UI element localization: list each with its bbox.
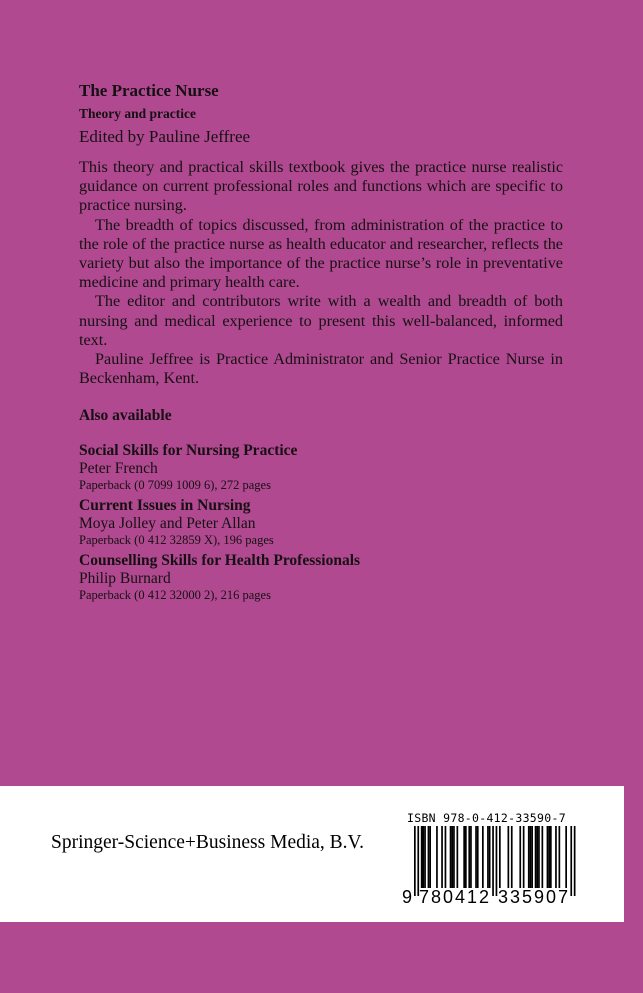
barcode-bar	[499, 826, 501, 888]
list-item	[79, 441, 563, 494]
barcode-bar	[550, 826, 552, 888]
barcode-bar	[492, 826, 494, 896]
list-item	[79, 551, 563, 604]
barcode-bar	[570, 826, 572, 896]
barcode-bar	[542, 826, 544, 888]
related-book-title: Social Skills for Nursing Practice	[79, 442, 298, 460]
barcode-bar	[508, 826, 510, 888]
barcode-bar	[468, 826, 470, 888]
ean-digit: 2	[479, 887, 490, 907]
description-paragraph: Pauline Jeffree is Practice Administrator and Senior Practice Nurse in Beckenham, Kent.	[79, 350, 563, 388]
barcode-bar	[548, 826, 550, 888]
also-available-list	[79, 441, 563, 604]
barcode-bar	[436, 826, 438, 888]
related-book-meta: Paperback (0 7099 1009 6), 272 pages	[79, 478, 271, 493]
barcode-bar	[463, 826, 465, 888]
barcode-bar	[470, 826, 472, 888]
ean-digit: 3	[510, 887, 521, 907]
barcode-bar	[528, 826, 530, 888]
barcode-bar	[451, 826, 453, 888]
related-book-meta: Paperback (0 412 32000 2), 216 pages	[79, 588, 271, 603]
also-available-heading: Also available	[79, 407, 172, 425]
book-editor: Edited by Pauline Jeffree	[79, 127, 251, 146]
book-description	[79, 158, 563, 388]
barcode-bar	[441, 826, 443, 888]
barcode-bar	[414, 826, 416, 896]
barcode-bar	[487, 826, 489, 888]
barcode-bar	[511, 826, 513, 888]
description-paragraph: The editor and contributors write with a wealth and breadth of both nursing and medical experience to present this well-balanced, informed text.	[79, 292, 563, 349]
description-paragraph: The breadth of topics discussed, from administration of the practice to the role of the practice nurse as health educator and researcher, reflects the variety but also the importance of the practice nurse’s role in preventative medicine and primary health care.	[79, 215, 563, 292]
ean-digit: 7	[419, 887, 430, 907]
related-book-author: Moya Jolley and Peter Allan	[79, 515, 256, 533]
barcode-bar	[574, 826, 576, 896]
barcode-bar	[428, 826, 430, 888]
isbn-text: ISBN 978-0-412-33590-7	[407, 811, 566, 825]
barcode-bar	[424, 826, 426, 888]
ean-digit: 9	[534, 887, 545, 907]
book-subtitle: Theory and practice	[79, 106, 196, 121]
barcode-bar	[457, 826, 459, 888]
back-cover-text	[79, 80, 563, 606]
barcode-bar	[531, 826, 533, 888]
ean-digit: 4	[455, 887, 466, 907]
barcode-bar	[429, 826, 431, 888]
ean-digit: 0	[546, 887, 557, 907]
barcode-bar	[450, 826, 452, 888]
related-book-meta: Paperback (0 412 32859 X), 196 pages	[79, 533, 274, 548]
barcode-bar	[530, 826, 532, 888]
barcode-bar	[423, 826, 425, 888]
ean-digit: 5	[522, 887, 533, 907]
barcode-bar	[555, 826, 557, 888]
barcode-bar	[519, 826, 521, 888]
ean-digit: 8	[431, 887, 442, 907]
related-book-title: Counselling Skills for Health Professionals	[79, 552, 361, 570]
barcode-bar	[538, 826, 540, 888]
barcode-bar	[475, 826, 477, 888]
barcode-bar	[547, 826, 549, 888]
barcode-bar	[565, 826, 567, 888]
related-book-author: Philip Burnard	[79, 570, 171, 588]
barcode-bar	[465, 826, 467, 888]
book-title: The Practice Nurse	[79, 81, 219, 100]
ean-digit: 7	[558, 887, 569, 907]
ean-digit: 1	[467, 887, 478, 907]
ean-digit: 9	[402, 887, 413, 907]
barcode-bar	[496, 826, 498, 896]
barcode-bar	[482, 826, 484, 888]
publisher-name: Springer-Science+Business Media, B.V.	[51, 832, 364, 853]
description-paragraph: This theory and practical skills textbook gives the practice nurse realistic guidance on current professional roles and functions which are specific to practice nursing.	[79, 158, 563, 215]
related-book-author: Peter French	[79, 460, 158, 478]
barcode-bar	[453, 826, 455, 888]
barcode-bar	[489, 826, 491, 888]
barcode-bar	[536, 826, 538, 888]
barcode-icon	[406, 826, 580, 896]
related-book-title: Current Issues in Nursing	[79, 497, 251, 515]
barcode-bar	[559, 826, 561, 888]
ean-digit: 0	[443, 887, 454, 907]
ean-digit: 3	[498, 887, 509, 907]
barcode-bar	[445, 826, 447, 888]
barcode-bar	[421, 826, 423, 888]
barcode-bar	[523, 826, 525, 888]
barcode-bar	[535, 826, 537, 888]
barcode-bar	[417, 826, 419, 896]
isbn-barcode	[398, 811, 582, 908]
barcode-bar	[477, 826, 479, 888]
list-item	[79, 496, 563, 549]
